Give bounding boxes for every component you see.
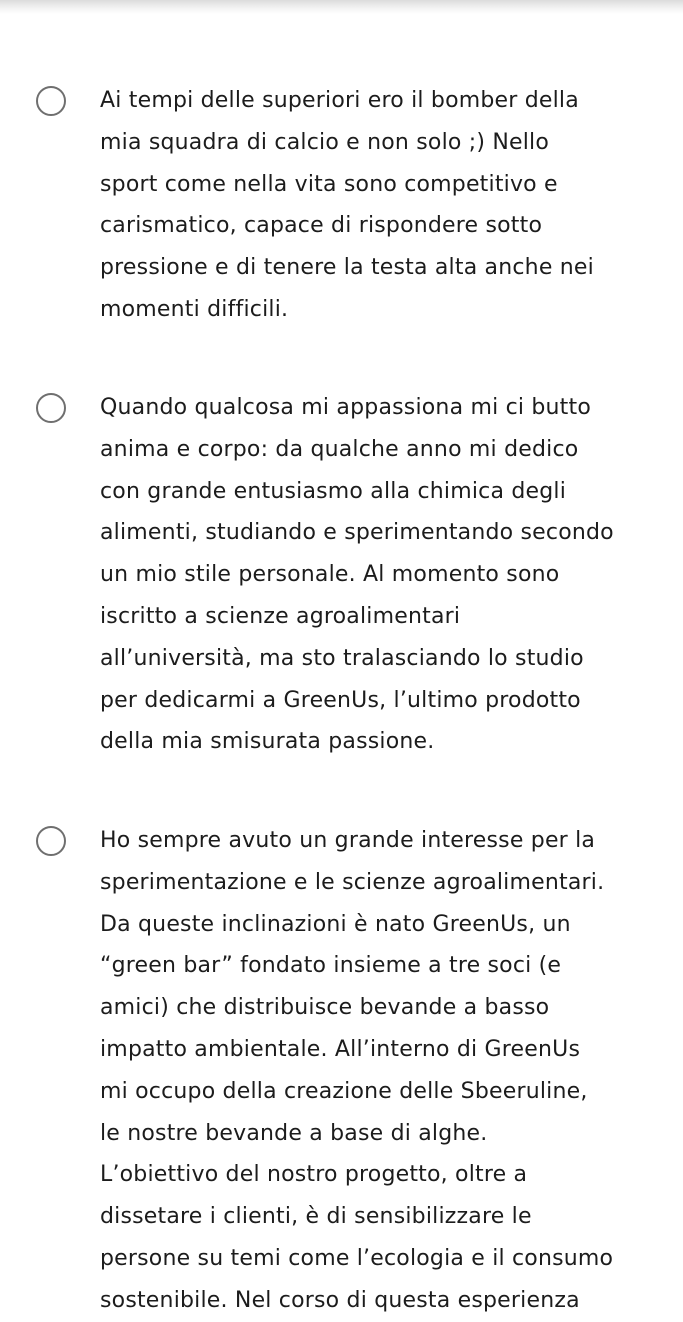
radio-button-icon[interactable] bbox=[36, 393, 66, 423]
radio-button-icon[interactable] bbox=[36, 86, 66, 116]
radio-button-icon[interactable] bbox=[36, 826, 66, 856]
answer-option-text: Ai tempi delle superiori ero il bomber della mia squadra di calcio e non solo ;) Nello sport come nella vita sono competitivo e carismatico, capace di rispondere sotto pressione e di tenere la testa alta anche nei momenti difficili. bbox=[100, 88, 594, 322]
answer-option-text: Ho sempre avuto un grande interesse per la sperimentazione e le scienze agroalimentari. Da queste inclinazioni è nato GreenUs, un “green bar” fondato insieme a tre soci (e amici) che distribuisce bevande a basso impatto ambientale. All’interno di GreenUs mi occupo della creazione delle Sbeeruline, le nostre bevande a base di alghe. L’obiettivo del nostro progetto, oltre a dissetare i clienti, è di sensibilizzare le persone su temi come l’ecologia e il consumo sostenibile. Nel corso di questa esperienza bbox=[100, 828, 614, 1313]
answer-option-text: Quando qualcosa mi appassiona mi ci butto anima e corpo: da qualche anno mi dedico con grande entusiasmo alla chimica degli alimenti, studiando e sperimentando secondo un mio stile personale. Al momento sono iscritto a scienze agroalimentari all’università, ma sto tralasciando lo studio per dedicarmi a GreenUs, l’ultimo prodotto della mia smisurata passione. bbox=[100, 395, 614, 755]
